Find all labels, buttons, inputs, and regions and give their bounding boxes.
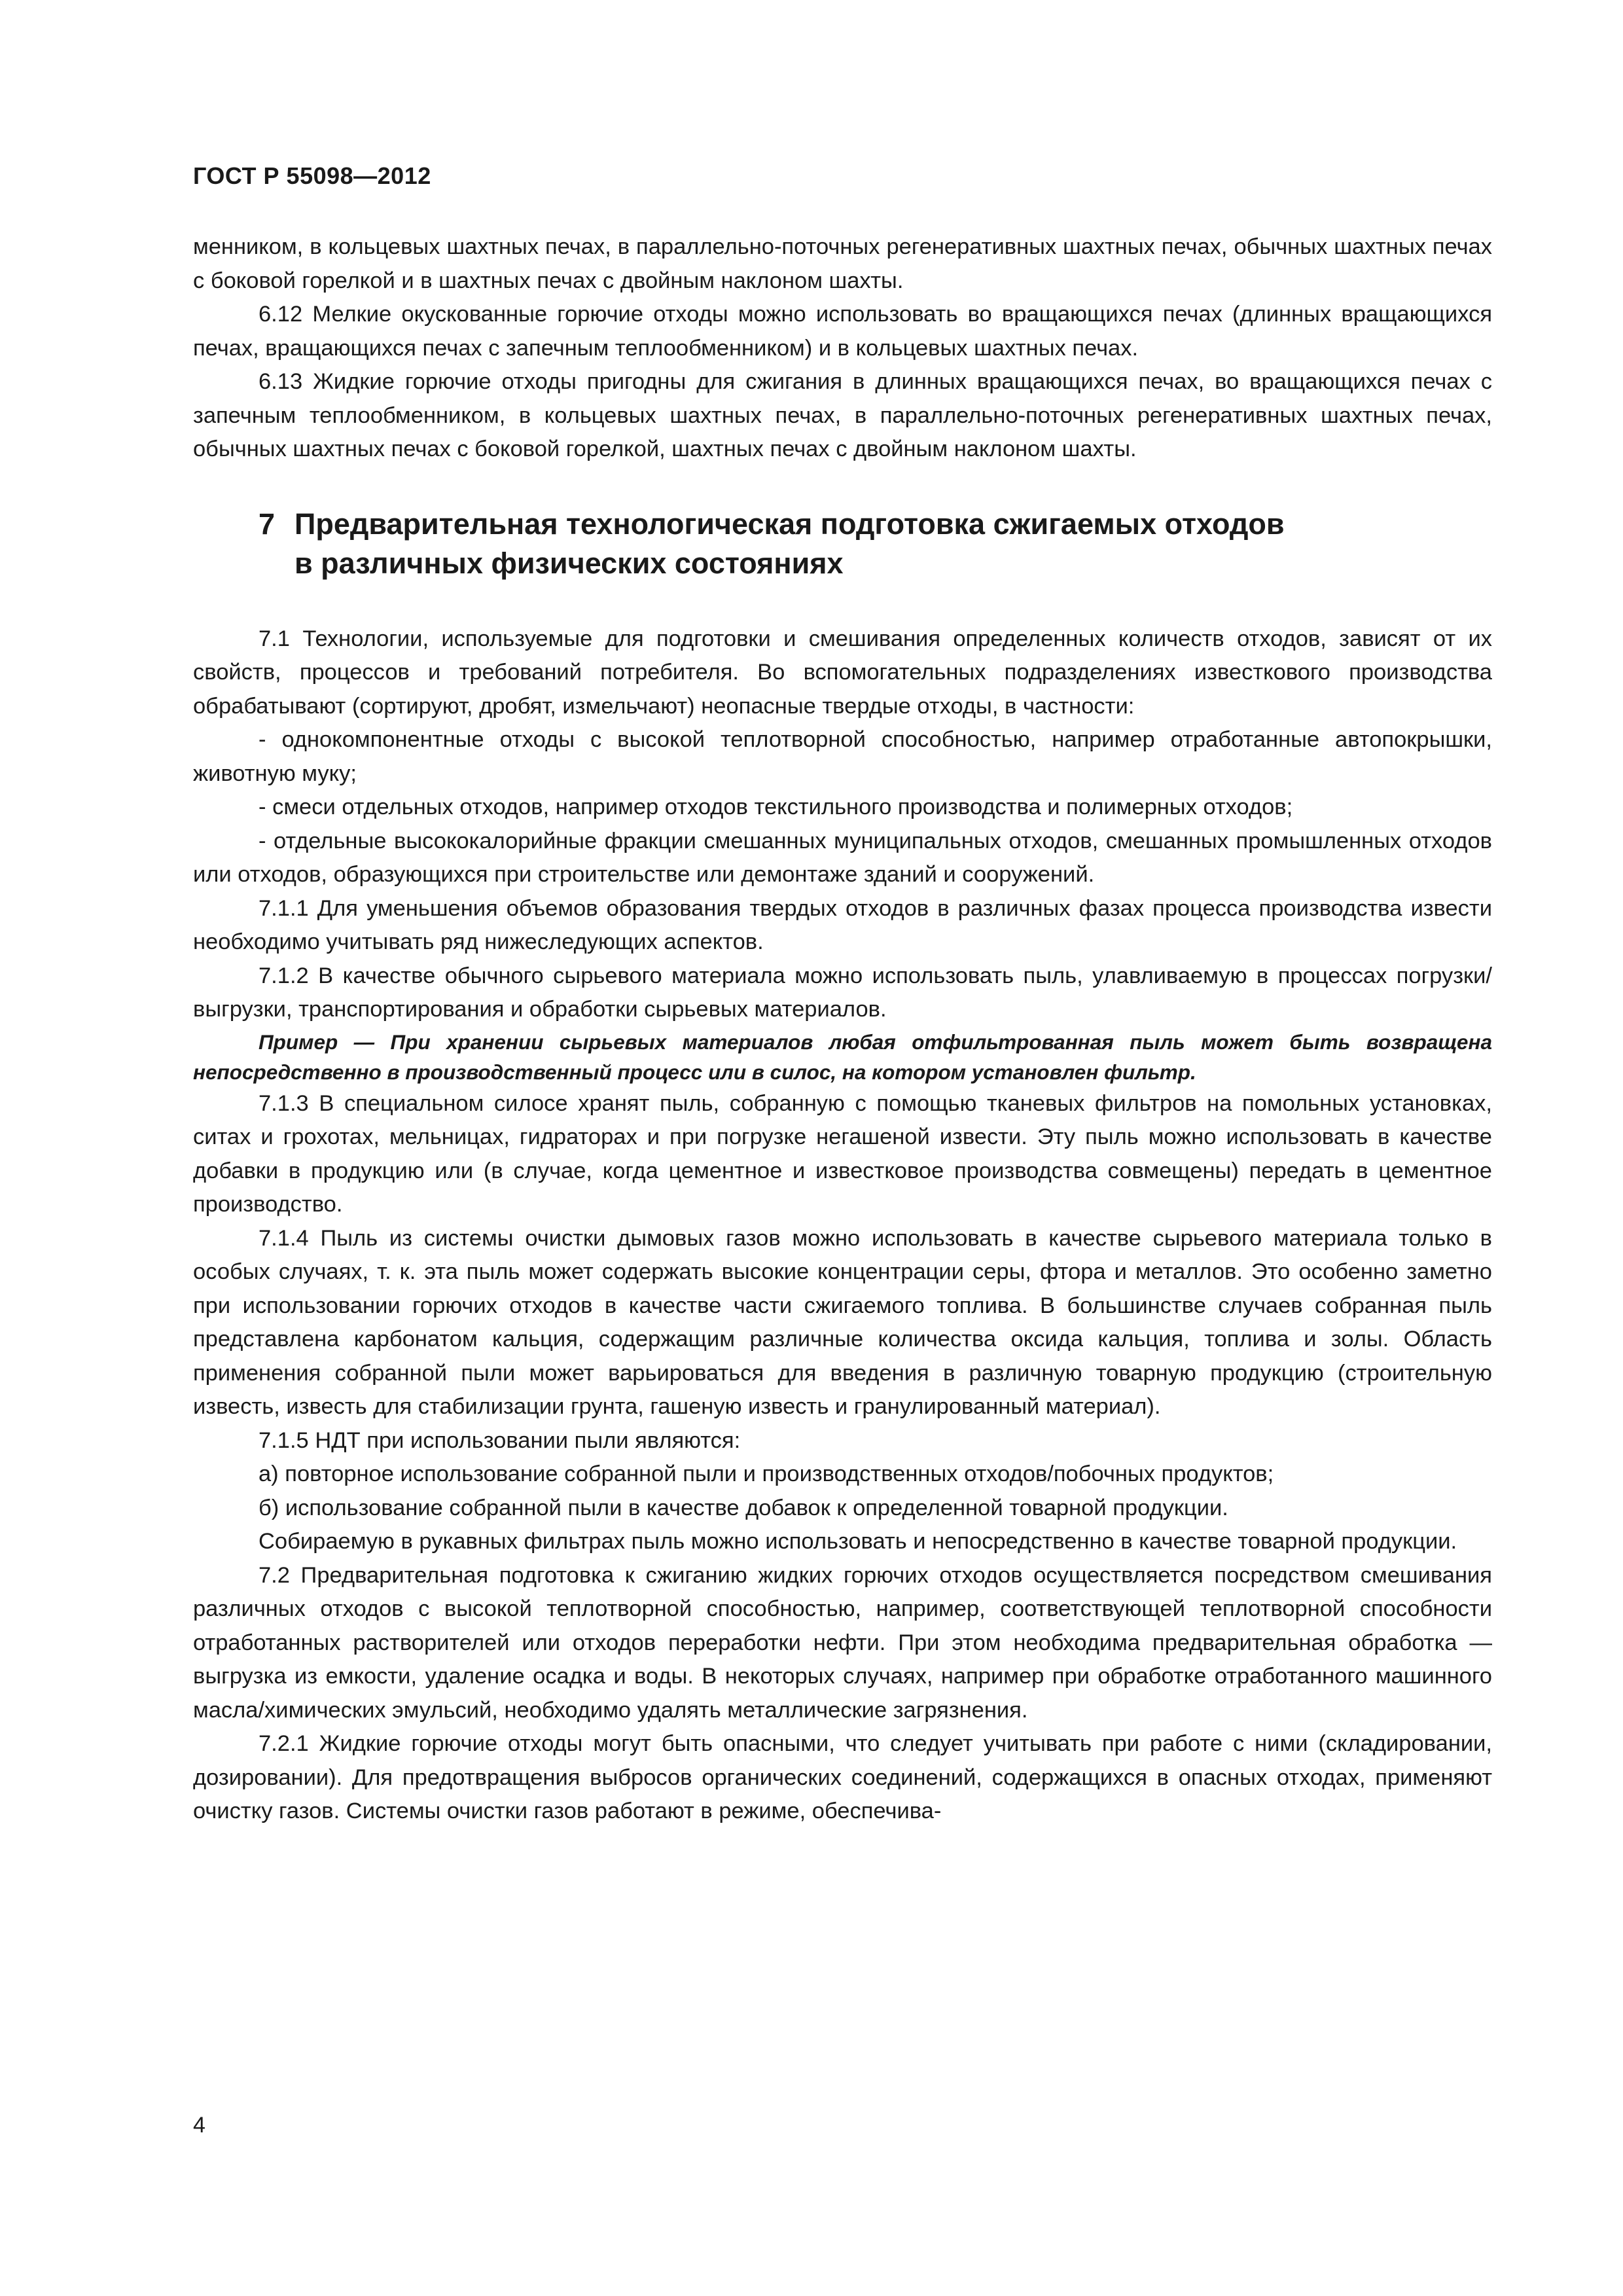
section-7-heading — [259, 505, 1492, 583]
paragraph-7-1-1: 7.1.1 Для уменьшения объемов образования твердых отходов в различных фазах процесса производства извести необходимо учитывать ряд нижеследующих аспектов. — [193, 895, 1492, 954]
example-note: Пример — При хранении сырьевых материалов любая отфильтрованная пыль может быть возвращена непосредственно в производственный процесс или в силос, на котором установлен фильтр. — [193, 1030, 1492, 1084]
paragraph-7-2: 7.2 Предварительная подготовка к сжиганию жидких горючих отходов осуществляется посредством смешивания различных отходов с высокой теплотворной способностью, например, соответствующей теплотворной способности отработанных растворителей или отходов переработки нефти. При этом необходима предварительная обработка — выгрузка из емкости, удаление осадка и воды. В некоторых случаях, например при обработке отработанного машинного масла/химических эмульсий, необходимо удалять металлические загрязнения. — [193, 1562, 1492, 1723]
list-item: - смеси отдельных отходов, например отходов текстильного производства и полимерных отходов; — [259, 795, 1293, 819]
paragraph-6-12: 6.12 Мелкие окускованные горючие отходы можно использовать во вращающихся печах (длинных вращающихся печах, вращающихся печах с запечным теплообменником) и в кольцевых шахтных печах. — [193, 302, 1492, 361]
list-item: - однокомпонентные отходы с высокой теплотворной способностью, например отработанные автопокрышки, животную муку; — [193, 727, 1492, 786]
page-number: 4 — [193, 2113, 205, 2138]
paragraph-7-1-4: 7.1.4 Пыль из системы очистки дымовых газов можно использовать в качестве сырьевого материала только в особых случаях, т. к. эта пыль может содержать высокие концентрации серы, фтора и металлов. Это особенно заметно при использовании горючих отходов в качестве части сжигаемого топлива. В большинстве случаев собранная пыль представлена карбонатом кальция, содержащим различные количества оксида кальция, топлива и золы. Область применения собранной пыли может варьироваться для введения в различную товарную продукцию (строительную известь, известь для стабилизации грунта, гашеную известь и гранулированный материал). — [193, 1225, 1492, 1419]
list-item: - отдельные высококалорийные фракции смешанных муниципальных отходов, смешанных промышленных отходов или отходов, образующихся при строительстве или демонтаже зданий и сооружений. — [193, 828, 1492, 887]
paragraph-7-2-1: 7.2.1 Жидкие горючие отходы могут быть опасными, что следует учитывать при работе с ними (складировании, дозировании). Для предотвращения выбросов органических соединений, содержащихся в опасных отходах, применяют очистку газов. Системы очистки газов работают в режиме, обеспечива- — [193, 1731, 1492, 1823]
paragraph-bag-filters: Собираемую в рукавных фильтрах пыль можно использовать и непосредственно в качестве товарной продукции. — [259, 1529, 1457, 1554]
paragraph-6-13: 6.13 Жидкие горючие отходы пригодны для сжигания в длинных вращающихся печах, во вращающихся печах с запечным теплообменником, в кольцевых шахтных печах, в параллельно-поточных регенеративных шахтных печах, обычных шахтных печах с боковой горелкой, шахтных печах с двойным наклоном шахты. — [193, 369, 1492, 461]
document-header: ГОСТ Р 55098—2012 — [193, 162, 431, 189]
paragraph-7-1-2: 7.1.2 В качестве обычного сырьевого материала можно использовать пыль, улавливаемую в процессах погрузки/выгрузки, транспортирования и обработки сырьевых материалов. — [193, 963, 1492, 1022]
paragraph-7-1-3: 7.1.3 В специальном силосе хранят пыль, собранную с помощью тканевых фильтров на помольных установках, ситах и грохотах, мельницах, гидраторах и при погрузке негашеной извести. Эту пыль можно использовать в качестве добавки в продукцию или (в случае, когда цементное и известковое производства совмещены) передать в цементное производство. — [193, 1090, 1492, 1217]
paragraph-7-1-5: 7.1.5 НДТ при использовании пыли являются: — [259, 1427, 741, 1453]
document-body — [193, 230, 1492, 1829]
section-7-title-line1: Предварительная технологическая подготовка сжигаемых отходов — [294, 507, 1285, 541]
section-7-number: 7 — [259, 507, 276, 541]
paragraph-7-1: 7.1 Технологии, используемые для подготовки и смешивания определенных количеств отходов, зависят от их свойств, процессов и требований потребителя. Во вспомогательных подразделениях известкового производства обрабатывают (сортируют, дробят, измельчают) неопасные твердые отходы, в частности: — [193, 626, 1492, 719]
paragraph-continuation: менником, в кольцевых шахтных печах, в параллельно-поточных регенеративных шахтных печах, обычных шахтных печах с боковой горелкой и в шахтных печах с двойным наклоном шахты. — [193, 234, 1492, 293]
list-item: а) повторное использование собранной пыли и производственных отходов/побочных продуктов; — [259, 1462, 1274, 1486]
list-item: б) использование собранной пыли в качестве добавок к определенной товарной продукции. — [259, 1495, 1228, 1520]
section-7-title-line2: в различных физических состояниях — [294, 546, 844, 580]
